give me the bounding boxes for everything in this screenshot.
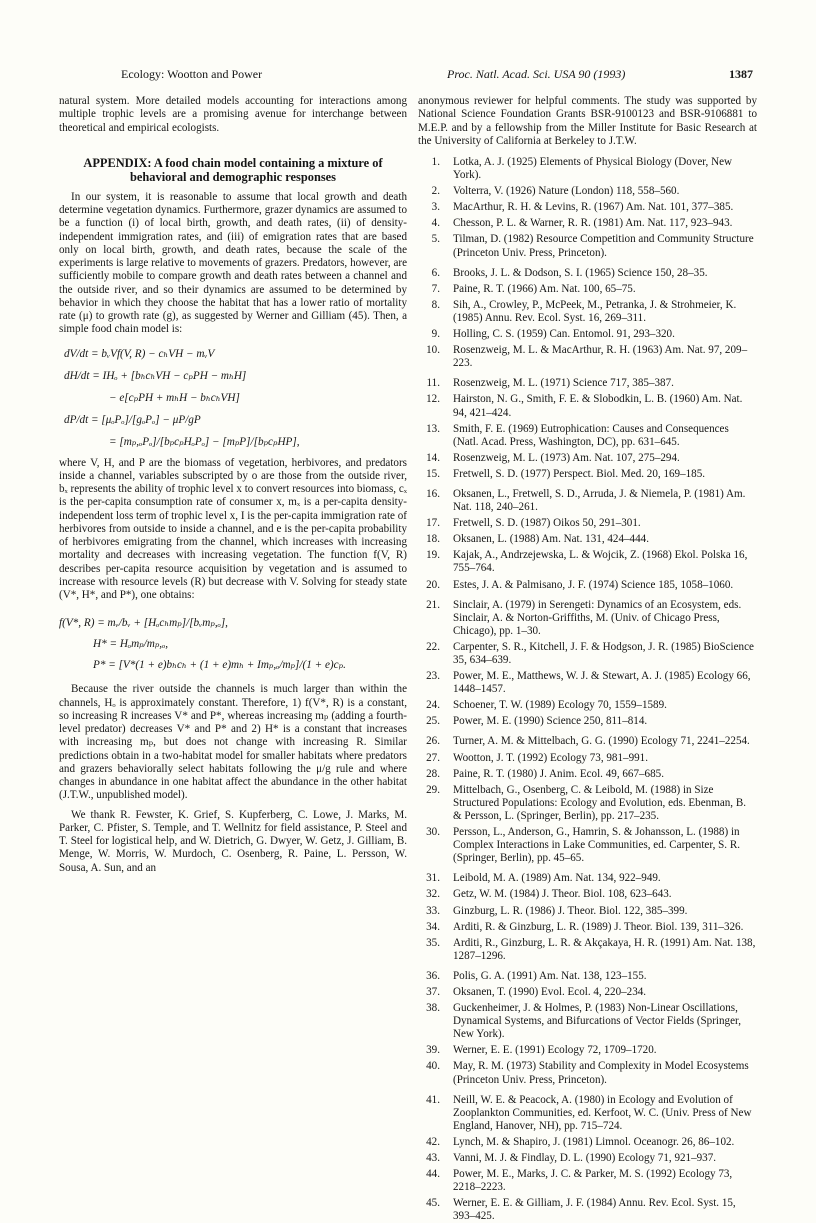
reference-number: 26. bbox=[426, 735, 440, 748]
reference-text: Brooks, J. L. & Dodson, S. I. (1965) Science 150, 28–35. bbox=[453, 266, 708, 279]
reference-item bbox=[418, 452, 757, 465]
reference-item bbox=[418, 826, 757, 865]
reference-number: 34. bbox=[426, 920, 440, 933]
reference-text: Werner, E. E. & Gilliam, J. F. (1984) Annu. Rev. Ecol. Syst. 15, 393–425. bbox=[453, 1197, 736, 1223]
reference-number: 43. bbox=[426, 1152, 440, 1164]
reference-item bbox=[418, 1136, 757, 1149]
reference-text: Ginzburg, L. R. (1986) J. Theor. Biol. 122, 385–399. bbox=[453, 904, 688, 917]
reference-item bbox=[418, 267, 757, 280]
reference-item bbox=[418, 986, 757, 999]
reference-number: 29. bbox=[426, 783, 440, 796]
equation-vegetation: dV/dt = bᵥVf(V, R) − cₕVH − mᵥV bbox=[64, 347, 215, 360]
reference-text: Lynch, M. & Shapiro, J. (1981) Limnol. Oceanogr. 26, 86–102. bbox=[453, 1135, 735, 1148]
reference-text: Oksanen, L., Fretwell, S. D., Arruda, J. & Niemela, P. (1981) Am. Nat. 118, 240–261. bbox=[453, 487, 746, 514]
reference-item bbox=[418, 533, 757, 546]
reference-number: 16. bbox=[426, 487, 440, 500]
reference-item bbox=[418, 468, 757, 481]
reference-text: May, R. M. (1973) Stability and Complexity in Model Ecosystems (Princeton Univ. Press, Princeton). bbox=[453, 1060, 749, 1086]
reference-item bbox=[418, 299, 757, 325]
equation-herbivores-cont: − e[cₚPH + mₕH − bₕcₕVH] bbox=[109, 391, 240, 404]
reference-item bbox=[418, 1152, 757, 1165]
reference-item bbox=[418, 156, 757, 182]
reference-item bbox=[418, 393, 757, 419]
reference-number: 7. bbox=[431, 282, 440, 295]
reference-number: 22. bbox=[426, 640, 440, 653]
reference-item bbox=[418, 1197, 757, 1223]
reference-text: Fretwell, S. D. (1987) Oikos 50, 291–301. bbox=[453, 517, 641, 530]
reference-item bbox=[418, 784, 757, 823]
reference-number: 39. bbox=[426, 1044, 440, 1057]
equation-herbivores: dH/dt = IHₒ + [bₕcₕVH − cₚPH − mₕH] bbox=[64, 369, 247, 382]
reference-item bbox=[418, 768, 757, 781]
reference-number: 25. bbox=[426, 715, 440, 728]
steady-state-h: H* = Hₒmₚ/mₚ,ₒ, bbox=[93, 638, 169, 651]
appendix-paragraph-2: where V, H, and P are the biomass of vegetation, herbivores, and predators inside a channel, variables subscripted by o are those from the outside river, bₓ represents the ability of trophic level x to convert resources into biomass, cₓ is the per-capita consumption rate of consumer x, mₓ is a per-capita density-independent loss term of trophic level x, I is the per-capita immigration rate of herbivores from outside to inside a channel, and e is the per-capita probability of herbivores emigrating from the channel, which increases with increasing mortality and decreases with increasing vegetation. The function f(V, R) describes per-capita resource acquisition by vegetation and is assumed to increase with resource levels (R) but decrease with V. Solving for steady state (V*, H*, and P*), one obtains: bbox=[59, 456, 407, 601]
reference-item bbox=[418, 641, 757, 667]
reference-item bbox=[418, 328, 757, 341]
reference-item bbox=[418, 905, 757, 918]
appendix-paragraph-3: Because the river outside the channels is much larger than within the channels, Hₒ is approximately constant. Therefore, 1) f(V*, R) is a constant, so increasing R increases V* and P*, whereas increasing mₚ (adding a fourth-level predator) decreases V* and P* and 2) H* is a constant that increases with increasing mₚ, but does not change with increasing R. Similar predictions obtain in a two-habitat model for smaller habitats where predators and grazers behaviorally select habitats following the μ/g rule and where changes in abundance in one habitat affect the abundance in the other habitat (J.T.W., unpublished model). bbox=[59, 683, 407, 802]
journal-citation: Proc. Natl. Acad. Sci. USA 90 (1993) bbox=[447, 67, 626, 81]
appendix-paragraph-1: In our system, it is reasonable to assume that local growth and death determine vegetation dynamics. Furthermore, grazer dynamics are assumed to be a function (i) of local birth, growth, and death rates, (ii) of density-independent immigration rates, and (iii) of emigration rates that are based only on local birth, growth, and death rates, because the scale of the experiments is large relative to movements of grazers. Predators, however, are sufficiently mobile to compare growth and death rates between a channel and the outside river, and so their dynamics are assumed to be determined by behavior in which they choose the habitat that has a lower ratio of mortality rate (μ) to growth rate (g), as suggested by Werner and Gilliam (45). Then, a simple food chain model is: bbox=[59, 190, 407, 336]
reference-text: Chesson, P. L. & Warner, R. R. (1981) Am. Nat. 117, 923–943. bbox=[453, 217, 733, 230]
reference-text: Persson, L., Anderson, G., Hamrin, S. & Johansson, L. (1988) in Complex Interactions in Lake Communities, ed. Carpenter, S. R. (Springer, Berlin), pp. 45–65. bbox=[453, 826, 741, 865]
reference-number: 19. bbox=[426, 549, 440, 562]
reference-item bbox=[418, 715, 757, 728]
reference-text: Arditi, R., Ginzburg, L. R. & Akçakaya, H. R. (1991) Am. Nat. 138, 1287–1296. bbox=[453, 936, 756, 962]
reference-item bbox=[418, 217, 757, 230]
reference-item bbox=[418, 233, 757, 259]
page-number: 1387 bbox=[729, 67, 753, 81]
reference-text: Rosenzweig, M. L. (1973) Am. Nat. 107, 275–294. bbox=[453, 451, 680, 464]
reference-text: Holling, C. S. (1959) Can. Entomol. 91, 293–320. bbox=[453, 328, 675, 341]
reference-number: 42. bbox=[426, 1135, 440, 1148]
reference-text: Sih, A., Crowley, P., McPeek, M., Petranka, J. & Strohmeier, K. (1985) Annu. Rev. Ecol. Syst. 16, 269–311. bbox=[453, 298, 737, 324]
reference-item bbox=[418, 888, 757, 901]
steady-state-p: P* = [V*(1 + e)bₕcₕ + (1 + e)mₕ + Imₚ,ₒ/mₚ]/(1 + e)cₚ. bbox=[93, 659, 346, 672]
reference-number: 30. bbox=[426, 826, 440, 839]
reference-text: Leibold, M. A. (1989) Am. Nat. 134, 922–949. bbox=[453, 872, 661, 885]
reference-number: 44. bbox=[426, 1168, 440, 1181]
left-column bbox=[59, 95, 407, 875]
acknowledgments: We thank R. Fewster, K. Grief, S. Kupferberg, C. Lowe, J. Marks, M. Parker, C. Pfister, S. Temple, and T. Wellnitz for field assistance, P. Steel and T. Steel for logistical help, and W. Dietrich, G. Dwyer, W. Getz, J. Gilliam, B. Menge, W. Morris, W. Murdoch, C. Osenberg, R. Paine, L. Persson, W. Sousa, A. Sun, and an bbox=[59, 808, 407, 874]
reference-number: 21. bbox=[426, 598, 440, 611]
model-equations bbox=[59, 343, 407, 453]
reference-number: 3. bbox=[431, 201, 440, 214]
reference-text: Volterra, V. (1926) Nature (London) 118, 558–560. bbox=[453, 185, 680, 198]
reference-text: Lotka, A. J. (1925) Elements of Physical Biology (Dover, New York). bbox=[453, 156, 733, 182]
reference-number: 6. bbox=[431, 266, 440, 279]
reference-number: 13. bbox=[426, 422, 440, 435]
reference-item bbox=[418, 921, 757, 934]
reference-item bbox=[418, 377, 757, 390]
reference-text: Power, M. E., Matthews, W. J. & Stewart, A. J. (1985) Ecology 66, 1448–1457. bbox=[453, 670, 751, 696]
reference-number: 45. bbox=[426, 1197, 440, 1210]
reference-item bbox=[418, 670, 757, 696]
reference-number: 31. bbox=[426, 872, 440, 885]
running-header-left: Ecology: Wootton and Power bbox=[121, 67, 263, 81]
reference-text: Power, M. E., Marks, J. C. & Parker, M. S. (1992) Ecology 73, 2218–2223. bbox=[453, 1168, 733, 1194]
reference-number: 8. bbox=[431, 298, 440, 311]
reference-text: Oksanen, L. (1988) Am. Nat. 131, 424–444. bbox=[453, 533, 649, 546]
reference-number: 5. bbox=[431, 233, 440, 246]
reference-number: 14. bbox=[426, 451, 440, 464]
reference-item bbox=[418, 735, 757, 748]
reference-text: Wootton, J. T. (1992) Ecology 73, 981–991. bbox=[453, 751, 648, 764]
equation-predators-cont: = [mₚ,ₒPₒ]/[bₚcₚHₒPₒ] − [mₚP]/[bₚcₚHP], bbox=[109, 435, 300, 448]
reference-text: Rosenzweig, M. L. & MacArthur, R. H. (1963) Am. Nat. 97, 209–223. bbox=[453, 344, 748, 370]
reference-number: 27. bbox=[426, 751, 440, 764]
reference-text: Carpenter, S. R., Kitchell, J. F. & Hodgson, J. R. (1985) BioScience 35, 634–639. bbox=[453, 640, 754, 666]
appendix-title: APPENDIX: A food chain model containing a mixture of behavioral and demographic responses bbox=[83, 155, 383, 184]
reference-number: 35. bbox=[426, 936, 440, 949]
reference-number: 12. bbox=[426, 393, 440, 406]
reference-text: Estes, J. A. & Palmisano, J. F. (1974) Science 185, 1058–1060. bbox=[453, 578, 734, 591]
reference-text: Kajak, A., Andrzejewska, L. & Wojcik, Z. (1968) Ekol. Polska 16, 755–764. bbox=[453, 549, 748, 575]
reference-item bbox=[418, 185, 757, 198]
reference-number: 4. bbox=[431, 217, 440, 230]
reference-number: 38. bbox=[426, 1002, 440, 1015]
reference-number: 41. bbox=[426, 1093, 440, 1106]
reference-number: 10. bbox=[426, 344, 440, 357]
reference-text: Arditi, R. & Ginzburg, L. R. (1989) J. Theor. Biol. 139, 311–326. bbox=[453, 920, 744, 933]
reference-text: Turner, A. M. & Mittelbach, G. G. (1990) Ecology 71, 2241–2254. bbox=[453, 735, 750, 748]
reference-number: 20. bbox=[426, 578, 440, 591]
reference-number: 17. bbox=[426, 517, 440, 530]
reference-number: 32. bbox=[426, 888, 440, 901]
reference-item bbox=[418, 283, 757, 296]
intro-paragraph: natural system. More detailed models accounting for interactions among multiple trophic levels are a promising avenue for interchange between theoretical and empirical ecologists. bbox=[59, 95, 407, 134]
equation-predators: dP/dt = [μₒPₒ]/[gₒPₒ] − μP/gP bbox=[64, 413, 201, 426]
reference-number: 33. bbox=[426, 904, 440, 917]
acknowledgments-continued: anonymous reviewer for helpful comments. The study was supported by National Science Foundation Grants BSR-9100123 and BSR-9106881 to M.E.P. and by a fellowship from the Miller Institute for Basic Research at the University of California at Berkeley to J.T.W. bbox=[418, 95, 757, 147]
reference-number: 37. bbox=[426, 985, 440, 998]
reference-item bbox=[418, 1060, 757, 1086]
reference-text: Paine, R. T. (1966) Am. Nat. 100, 65–75. bbox=[453, 282, 636, 295]
reference-item bbox=[418, 872, 757, 885]
reference-number: 23. bbox=[426, 670, 440, 683]
reference-item bbox=[418, 201, 757, 214]
reference-item bbox=[418, 549, 757, 575]
reference-text: Sinclair, A. (1979) in Serengeti: Dynamics of an Ecosystem, eds. Sinclair, A. & Norton-Griffiths, M. (Univ. of Chicago Press, Chicago), pp. 1–30. bbox=[453, 598, 742, 637]
reference-item bbox=[418, 752, 757, 765]
reference-item bbox=[418, 1044, 757, 1057]
reference-item bbox=[418, 517, 757, 530]
steady-state-f: f(V*, R) = mᵥ/bᵥ + [Hₒcₕmₚ]/[bᵥmₚ,ₒ], bbox=[59, 617, 228, 630]
reference-text: Power, M. E. (1990) Science 250, 811–814. bbox=[453, 715, 648, 728]
reference-text: Rosenzweig, M. L. (1971) Science 717, 385–387. bbox=[453, 377, 674, 390]
reference-text: Smith, F. E. (1969) Eutrophication: Causes and Consequences (Natl. Acad. Press, Washington, DC), pp. 631–645. bbox=[453, 422, 729, 448]
reference-text: Polis, G. A. (1991) Am. Nat. 138, 123–155. bbox=[453, 969, 647, 982]
steady-state-equations bbox=[59, 613, 407, 676]
reference-number: 36. bbox=[426, 969, 440, 982]
reference-number: 24. bbox=[426, 699, 440, 712]
reference-text: Guckenheimer, J. & Holmes, P. (1983) Non-Linear Oscillations, Dynamical Systems, and Bifurcations of Vector Fields (Springer, New York). bbox=[453, 1002, 742, 1041]
reference-text: Fretwell, S. D. (1977) Perspect. Biol. Med. 20, 169–185. bbox=[453, 467, 706, 480]
reference-text: Hairston, N. G., Smith, F. E. & Slobodkin, L. B. (1960) Am. Nat. 94, 421–424. bbox=[453, 393, 743, 419]
running-header-right bbox=[447, 67, 753, 82]
reference-item bbox=[418, 970, 757, 983]
reference-text: Werner, E. E. (1991) Ecology 72, 1709–1720. bbox=[453, 1044, 657, 1057]
reference-number: 9. bbox=[431, 328, 440, 341]
reference-number: 18. bbox=[426, 533, 440, 546]
reference-number: 15. bbox=[426, 467, 440, 480]
reference-item bbox=[418, 1002, 757, 1041]
reference-item bbox=[418, 937, 757, 963]
reference-text: Oksanen, T. (1990) Evol. Ecol. 4, 220–234. bbox=[453, 985, 647, 998]
reference-number: 11. bbox=[426, 377, 440, 390]
reference-item bbox=[418, 599, 757, 638]
reference-number: 1. bbox=[431, 156, 440, 168]
reference-text: Neill, W. E. & Peacock, A. (1980) in Ecology and Evolution of Zooplankton Communities, ed. Kerfoot, W. C. (Univ. Press of New England, Hanover, NH), pp. 715–724. bbox=[453, 1093, 752, 1132]
reference-number: 40. bbox=[426, 1060, 440, 1073]
reference-item bbox=[418, 423, 757, 449]
reference-text: Vanni, M. J. & Findlay, D. L. (1990) Ecology 71, 921–937. bbox=[453, 1152, 717, 1164]
reference-text: Schoener, T. W. (1989) Ecology 70, 1559–1589. bbox=[453, 699, 667, 712]
reference-text: Getz, W. M. (1984) J. Theor. Biol. 108, 623–643. bbox=[453, 888, 672, 901]
reference-number: 28. bbox=[426, 767, 440, 780]
reference-item bbox=[418, 488, 757, 514]
reference-number: 2. bbox=[431, 185, 440, 198]
reference-text: Paine, R. T. (1980) J. Anim. Ecol. 49, 667–685. bbox=[453, 767, 664, 780]
reference-item bbox=[418, 344, 757, 370]
reference-text: MacArthur, R. H. & Levins, R. (1967) Am. Nat. 101, 377–385. bbox=[453, 201, 734, 214]
reference-item bbox=[418, 579, 757, 592]
reference-item bbox=[418, 1168, 757, 1194]
reference-list bbox=[418, 156, 757, 1223]
reference-text: Tilman, D. (1982) Resource Competition and Community Structure (Princeton Univ. Press, Princeton). bbox=[453, 233, 754, 259]
reference-text: Mittelbach, G., Osenberg, C. & Leibold, M. (1988) in Size Structured Populations: Ecology and Evolution, eds. Ebenman, B. & Persson, L. (Springer, Berlin), pp. 217–235. bbox=[453, 783, 747, 822]
right-column bbox=[418, 95, 757, 1223]
reference-item bbox=[418, 1094, 757, 1133]
reference-item bbox=[418, 699, 757, 712]
